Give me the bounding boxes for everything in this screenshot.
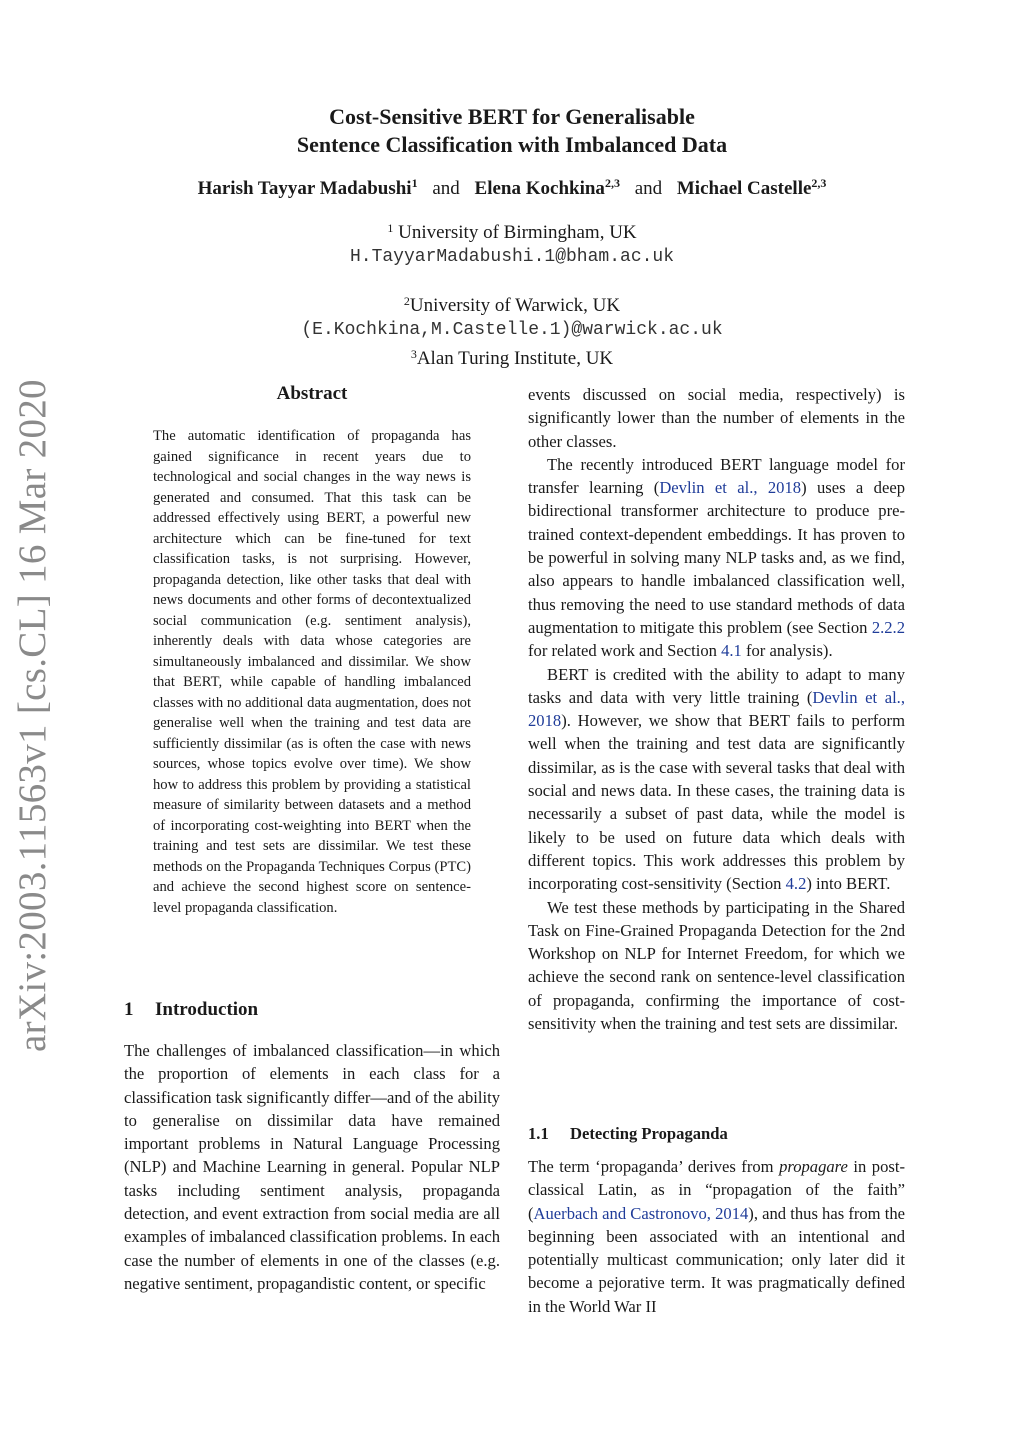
section-ref-link[interactable]: 4.2 [785,874,807,894]
section-1-title: Introduction [155,999,259,1020]
author-3-name: Michael Castelle [676,178,812,199]
author-1-affil-mark: 1 [411,176,418,190]
emphasis-term: propagare [779,1157,848,1176]
subsection-1-1-heading [528,1124,728,1144]
author-list [0,170,1024,202]
arxiv-identifier-stamp: arXiv:2003.11563v1 [cs.CL] 16 Mar 2020 [11,379,54,1052]
subsection-number: 1.1 [528,1124,549,1143]
right-paragraph-propaganda: The term ‘propaganda’ derives from propagare in post-classical Latin, as in “propagation of the faith” (Auerbach and Castronovo, 2014), and thus has from the beginning been associated with an intentional and potentially multicast communication; only later did it become a pejorative term. It was pragmatically defined in the World War II [528,1157,906,1316]
section-1-number: 1 [124,999,134,1020]
author-2-name: Elena Kochkina [474,178,605,199]
right-paragraph-shared-task: We test these methods by participating in the Shared Task on Fine-Grained Propaganda Detection for the 2nd Workshop on NLP for Internet Freedom, for which we achieve the second rank on sentence-level classification of propaganda, confirming the importance of cost-sensitivity when the training and test sets are dissimilar. [528,897,905,1034]
affiliation-1-name: University of Birmingham, UK [393,222,637,243]
citation-link[interactable]: Devlin et al., 2018 [528,687,905,731]
author-separator: and [432,178,460,199]
intro-text: The challenges of imbalanced classification—in which the proportion of elements in each class for a classification task significantly differ—and of the ability to generalise on dissimilar data have remained important problems in Natural Language Processing (NLP) and Machine Learning in general. Popular NLP tasks including sentiment analysis, propaganda detection, and event extraction from social media are all examples of imbalanced classification problems. In each case the number of elements in one of the classes (e.g. negative sentiment, propagandistic content, or specific [124,1041,500,1293]
right-paragraph-bert-intro: The recently introduced BERT language model for transfer learning (Devlin et al., 2018) uses a deep bidirectional transformer architecture to produce pre-trained context-dependent embeddings. It has proven to be powerful in solving many NLP tasks and, as we find, also appears to handle imbalanced classification well, thus removing the need to use standard methods of data augmentation to mitigate this problem (see Section 2.2.2 for related work and Section 4.1 for analysis). [528,454,905,661]
section-ref-link[interactable]: 2.2.2 [871,617,905,637]
author-1-name: Harish Tayyar Madabushi [197,178,412,199]
affiliation-1-email[interactable]: H.TayyarMadabushi.1@bham.ac.uk [349,247,675,267]
subsection-title: Detecting Propaganda [570,1124,728,1143]
affiliation-1 [0,216,1024,269]
affiliation-3-name: Alan Turing Institute, UK [416,348,614,369]
abstract-heading: Abstract [276,383,348,404]
author-3-affil-mark: 2,3 [811,176,827,190]
introduction-paragraph [124,1039,500,1295]
abstract-text: The automatic identification of propaganda has gained significance in recent years due to technological and social changes in the way news is generated and consumed. That this task can be addressed effectively using BERT, a powerful new architecture which can be fine-tuned for text classification tasks, is not surprising. However, propaganda detection, like other tasks that deal with news documents and other forms of decontextualized social communication (e.g. sentiment analysis), inherently deals with data whose categories are simultaneously imbalanced and dissimilar. We show that BERT, while capable of handling imbalanced classes with no additional data augmentation, does not generalise well when the training and test data are sufficiently dissimilar (as is often the case with news sources, whose topics evolve over time). We show how to address this problem by providing a statistical measure of similarity between datasets and a method of incorporating cost-weighting into BERT when the training and test sets are dissimilar. We test these methods on the Propaganda Techniques Corpus (PTC) and achieve the second highest score on sentence-level propaganda classification. [153,428,471,916]
right-column-upper [528,383,905,1035]
right-column-lower [528,1155,905,1318]
affiliation-3-mark: 3 [410,347,417,361]
right-paragraph-continued: events discussed on social media, respectively) is significantly lower than the number of elements in the other classes. [528,385,905,451]
citation-link[interactable]: Devlin et al., 2018 [659,478,802,498]
section-ref-link[interactable]: 4.1 [721,641,742,661]
paper-title [0,103,1024,159]
affiliation-1-mark: 1 [387,221,394,235]
affiliation-2-email[interactable]: (E.Kochkina,M.Castelle.1)@warwick.ac.uk [301,320,723,340]
citation-link[interactable]: Auerbach and Castronovo, 2014 [533,1203,749,1223]
affiliation-2-name: University of Warwick, UK [409,295,621,316]
title-line-1: Cost-Sensitive BERT for Generalisable [329,104,695,129]
author-separator: and [634,178,663,199]
section-1-heading [124,999,258,1021]
affiliation-2 [0,289,1024,371]
author-2-affil-mark: 2,3 [604,176,620,190]
right-paragraph-bert-limits: BERT is credited with the ability to adapt to many tasks and data with very little training (Devlin et al., 2018). However, we show that BERT fails to perform well when the training and test data are significantly dissimilar, as is the case with several tasks that deal with social and news data. In these cases, the training data is necessarily a subset of past data, while the model is likely to be used on future data which deals with different topics. This work addresses this problem by incorporating cost-sensitivity (Section 4.2) into BERT. [528,664,905,894]
affiliation-2-mark: 2 [403,294,410,308]
title-line-2: Sentence Classification with Imbalanced Data [296,132,728,157]
